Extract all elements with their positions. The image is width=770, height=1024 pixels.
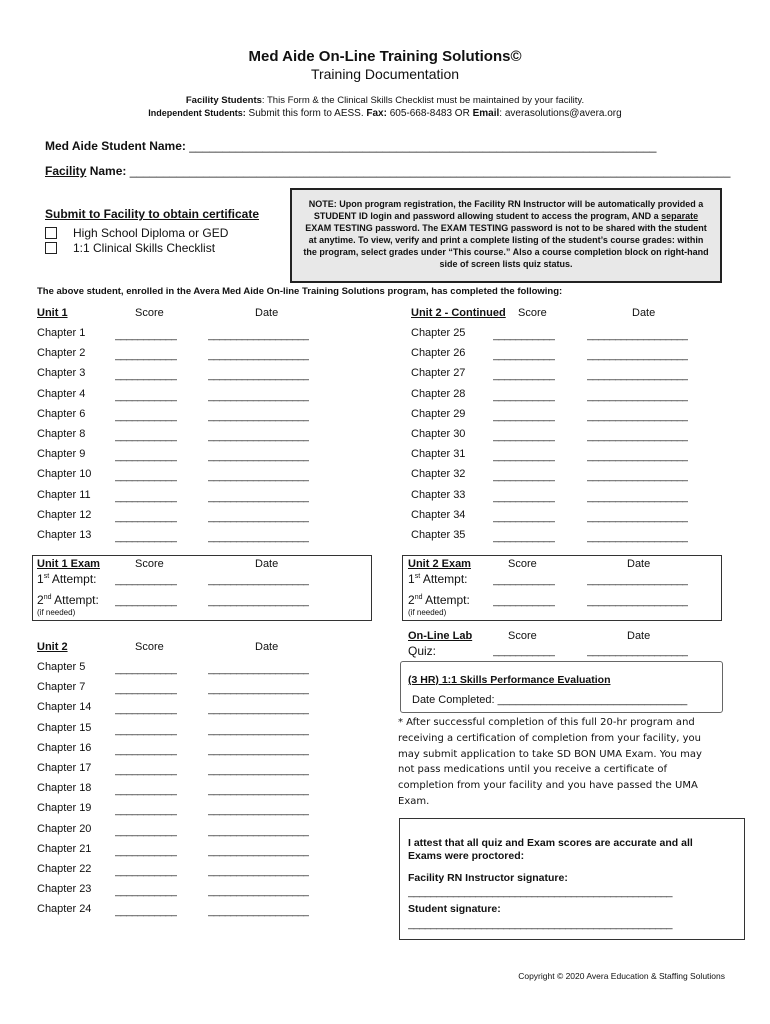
unit1-date-line[interactable]: __________________ [208, 409, 310, 422]
second-sup: nd [43, 594, 52, 601]
unit2-chapter-label: Chapter 17 [37, 762, 92, 774]
independent-students-text: Submit this form to AESS. [245, 108, 367, 119]
unit2cont-score-header: Score [518, 307, 547, 319]
unit2cont-chapter-label: Chapter 34 [411, 508, 466, 521]
unit2-first-date-line[interactable]: __________________ [587, 574, 689, 586]
unit2cont-heading: Unit 2 - Continued [411, 307, 506, 319]
unit1-chapter-label: Chapter 1 [37, 327, 86, 339]
attempt-text: Attempt: [49, 572, 97, 586]
unit2cont-chapter-label: Chapter 25 [411, 327, 466, 339]
unit2-date-line[interactable]: __________________ [208, 824, 310, 837]
unit1-score-line[interactable]: ___________ [115, 490, 177, 503]
unit2cont-score-line[interactable]: ___________ [493, 389, 555, 402]
unit2cont-date-line[interactable]: __________________ [587, 349, 689, 362]
facility-name-field[interactable] [45, 164, 730, 178]
unit1-date-line[interactable]: __________________ [208, 369, 310, 382]
unit1-chapter-label: Chapter 4 [37, 387, 86, 400]
unit2cont-score-line[interactable]: ___________ [493, 470, 555, 483]
unit1-second-score-line[interactable]: ___________ [115, 595, 177, 607]
unit1-exam-heading: Unit 1 Exam [37, 558, 100, 570]
unit2cont-score-line[interactable]: ___________ [493, 329, 555, 341]
unit2-chapter-label: Chapter 18 [37, 782, 92, 795]
unit1-date-line[interactable]: __________________ [208, 510, 310, 523]
unit2-date-line[interactable]: __________________ [208, 865, 310, 877]
unit1-score-line[interactable]: ___________ [115, 329, 177, 341]
unit2-date-line[interactable]: __________________ [208, 844, 310, 857]
unit2-score-line[interactable]: ___________ [115, 844, 177, 857]
unit1-score-line[interactable]: ___________ [115, 409, 177, 422]
first-sup: st [414, 573, 421, 580]
unit1-date-line[interactable]: __________________ [208, 329, 310, 341]
unit2-chapter-label: Chapter 15 [37, 721, 92, 734]
unit1-score-line[interactable]: ___________ [115, 531, 177, 543]
attempt-text: Attempt: [420, 572, 468, 586]
unit2-date-line[interactable]: __________________ [208, 663, 310, 675]
skills-date-label: Date Completed: [412, 694, 495, 706]
unit1-second-date-line[interactable]: __________________ [208, 595, 310, 607]
lab-quiz-label: Quiz: [408, 644, 437, 658]
unit1-score-line[interactable]: ___________ [115, 430, 177, 442]
unit2-score-line[interactable]: ___________ [115, 784, 177, 797]
unit1-date-line[interactable]: __________________ [208, 430, 310, 442]
unit2-date-line[interactable]: __________________ [208, 784, 310, 797]
copyright: Copyright © 2020 Avera Education & Staffing Solutions [518, 971, 725, 981]
unit1-chapter-label: Chapter 8 [37, 428, 86, 440]
lab-score-header: Score [508, 630, 537, 642]
attempt-text: Attempt: [51, 593, 99, 607]
independent-students-label: Independent Students: [148, 108, 246, 118]
unit1-chapter-label: Chapter 11 [37, 488, 91, 501]
checklist-label: 1:1 Clinical Skills Checklist [73, 241, 216, 255]
note-separate: separate [661, 211, 699, 221]
unit2cont-chapter-label: Chapter 33 [411, 488, 466, 501]
submit-heading: Submit to Facility to obtain certificate [45, 207, 260, 221]
facility-label-rest: Name: [86, 164, 127, 178]
facility-name-line[interactable]: __________________________________________________________________________________________ [129, 164, 731, 178]
unit2cont-chapter-label: Chapter 29 [411, 407, 466, 420]
unit2-date-line[interactable]: __________________ [208, 743, 310, 756]
student-signature-line[interactable]: _______________________________________________ [408, 918, 673, 930]
unit2cont-date-line[interactable]: __________________ [587, 531, 689, 543]
unit2cont-score-line[interactable]: ___________ [493, 430, 555, 442]
unit2cont-date-line[interactable]: __________________ [587, 470, 689, 483]
unit2cont-date-line[interactable]: __________________ [587, 409, 689, 422]
lab-heading: On-Line Lab [408, 630, 473, 642]
unit1-exam-score-header: Score [135, 558, 164, 570]
unit1-score-header: Score [135, 307, 164, 319]
unit2cont-date-line[interactable]: __________________ [587, 490, 689, 503]
unit2-chapter-label: Chapter 7 [37, 681, 86, 694]
first-num: 1 [37, 572, 44, 586]
unit2-date-line[interactable]: __________________ [208, 905, 310, 918]
unit2-second-date-line[interactable]: __________________ [587, 595, 689, 607]
fax-label: Fax: [366, 108, 387, 119]
unit2-score-line[interactable]: ___________ [115, 683, 177, 696]
unit2cont-score-line[interactable]: ___________ [493, 490, 555, 503]
unit2-score-line[interactable]: ___________ [115, 764, 177, 776]
unit2-second-attempt-label [408, 593, 470, 607]
unit1-chapter-label: Chapter 9 [37, 448, 86, 461]
unit2-second-score-line[interactable]: ___________ [493, 595, 555, 607]
unit2cont-chapter-label: Chapter 27 [411, 367, 466, 380]
unit2cont-score-line[interactable]: ___________ [493, 531, 555, 543]
unit2cont-date-line[interactable]: __________________ [587, 369, 689, 382]
unit2-exam-date-header: Date [627, 558, 651, 570]
lab-score-line[interactable]: ___________ [493, 645, 555, 657]
skills-date-line[interactable]: _______________________________ [497, 694, 688, 706]
unit1-chapter-label: Chapter 10 [37, 468, 92, 481]
first-sup: st [43, 573, 50, 580]
attempt-text: Attempt: [422, 593, 470, 607]
form-title: Med Aide On-Line Training Solutions© [248, 48, 522, 65]
unit2cont-date-line[interactable]: __________________ [587, 450, 689, 463]
unit2cont-date-header: Date [632, 307, 656, 319]
unit1-if-needed: (if needed) [37, 608, 76, 617]
student-name-field[interactable] [45, 139, 656, 153]
diploma-label: High School Diploma or GED [73, 226, 229, 240]
facility-students-text: : This Form & the Clinical Skills Checklist must be maintained by your facility. [261, 95, 585, 106]
unit1-score-line[interactable]: ___________ [115, 470, 177, 483]
fax-text: 605-668-8483 OR [386, 108, 473, 119]
diploma-checkbox[interactable] [45, 227, 57, 239]
unit2-date-line[interactable]: __________________ [208, 703, 310, 716]
unit1-heading: Unit 1 [37, 307, 68, 319]
facility-students-label: Facility Students [185, 95, 262, 106]
unit2cont-score-line[interactable]: ___________ [493, 369, 555, 382]
registration-note-box [290, 188, 722, 283]
unit1-date-line[interactable]: __________________ [208, 389, 310, 402]
unit2-score-line[interactable]: ___________ [115, 804, 177, 817]
unit1-date-line[interactable]: __________________ [208, 470, 310, 483]
unit2-chapter-label: Chapter 23 [37, 883, 92, 896]
unit2-first-score-line[interactable]: ___________ [493, 574, 555, 586]
unit1-chapter-label: Chapter 13 [37, 529, 92, 541]
note-part1: NOTE: Upon program registration, the Facility RN Instructor will be automatically provided a STUDENT ID login and password allowing student to access the program, AND a [308, 199, 704, 221]
checkbox-row-diploma[interactable] [45, 226, 228, 240]
unit2-date-line[interactable]: __________________ [208, 764, 310, 776]
unit1-score-line[interactable]: ___________ [115, 389, 177, 402]
student-signature-label: Student signature: [408, 903, 501, 915]
rn-signature-line[interactable]: _______________________________________________ [408, 886, 673, 898]
second-num: 2 [408, 593, 415, 607]
student-name-line[interactable]: ______________________________________________________________________ [189, 139, 657, 153]
facility-instructions [0, 95, 770, 106]
first-num: 1 [408, 572, 415, 586]
skills-date-row[interactable] [412, 694, 687, 706]
unit1-date-line[interactable]: __________________ [208, 349, 310, 362]
unit2-chapter-label: Chapter 22 [37, 863, 92, 875]
skills-heading: (3 HR) 1:1 Skills Performance Evaluation [408, 674, 611, 686]
lab-date-line[interactable]: __________________ [587, 645, 689, 657]
rn-signature-label: Facility RN Instructor signature: [408, 872, 568, 884]
unit2-chapter-label: Chapter 21 [37, 842, 92, 855]
unit1-score-line[interactable]: ___________ [115, 450, 177, 463]
unit1-date-line[interactable]: __________________ [208, 450, 310, 463]
unit2-chapter-label: Chapter 5 [37, 661, 86, 673]
second-num: 2 [37, 593, 44, 607]
unit2-chapter-label: Chapter 19 [37, 802, 92, 815]
unit2-date-line[interactable]: __________________ [208, 723, 310, 736]
unit2-score-line[interactable]: ___________ [115, 865, 177, 877]
unit2-date-header: Date [255, 641, 279, 653]
unit1-date-line[interactable]: __________________ [208, 531, 310, 543]
independent-instructions [0, 108, 770, 119]
unit1-chapter-label: Chapter 2 [37, 347, 86, 360]
second-sup: nd [414, 594, 423, 601]
unit1-date-line[interactable]: __________________ [208, 490, 310, 503]
unit1-first-score-line[interactable]: ___________ [115, 574, 177, 586]
form-subtitle: Training Documentation [310, 66, 460, 82]
unit2cont-chapter-label: Chapter 32 [411, 468, 466, 481]
unit2-date-line[interactable]: __________________ [208, 885, 310, 898]
unit1-first-date-line[interactable]: __________________ [208, 574, 310, 586]
unit2cont-date-line[interactable]: __________________ [587, 329, 689, 341]
unit2cont-score-line[interactable]: ___________ [493, 510, 555, 523]
unit2-exam-score-header: Score [508, 558, 537, 570]
unit2-chapter-label: Chapter 14 [37, 701, 92, 714]
unit2-heading: Unit 2 [37, 641, 68, 653]
unit2cont-chapter-label: Chapter 30 [411, 428, 466, 440]
unit2-chapter-label: Chapter 20 [37, 822, 92, 835]
facility-label: Facility [45, 164, 87, 178]
unit1-score-line[interactable]: ___________ [115, 369, 177, 382]
unit2-date-line[interactable]: __________________ [208, 683, 310, 696]
unit1-score-line[interactable]: ___________ [115, 349, 177, 362]
lab-date-header: Date [627, 630, 651, 642]
unit2cont-date-line[interactable]: __________________ [587, 389, 689, 402]
unit2-score-line[interactable]: ___________ [115, 905, 177, 918]
attest-statement: I attest that all quiz and Exam scores are accurate and all Exams were proctored: [408, 837, 693, 862]
unit2cont-chapter-label: Chapter 31 [411, 448, 466, 461]
enrolled-statement: The above student, enrolled in the Avera Med Aide On-line Training Solutions program, has completed the following: [37, 286, 563, 297]
note-part2: EXAM TESTING password. The EXAM TESTING password is not to be shared with the student at anytime. To view, verify and print a complete listing of the student’s course grades: within the program, select grades under “This course.” Also a course completion block on right-hand side of screen lists quiz status. [303, 223, 709, 269]
unit2-date-line[interactable]: __________________ [208, 804, 310, 817]
unit2cont-date-line[interactable]: __________________ [587, 430, 689, 442]
unit2-score-line[interactable]: ___________ [115, 703, 177, 716]
unit2cont-score-line[interactable]: ___________ [493, 349, 555, 362]
checkbox-row-checklist[interactable] [45, 241, 215, 255]
unit2-exam-heading: Unit 2 Exam [408, 558, 471, 570]
unit2-if-needed: (if needed) [408, 608, 447, 617]
student-name-label: Med Aide Student Name: [45, 139, 186, 153]
unit1-date-header: Date [255, 307, 279, 319]
unit2cont-chapter-label: Chapter 35 [411, 529, 466, 541]
unit2-score-line[interactable]: ___________ [115, 885, 177, 898]
unit1-chapter-label: Chapter 3 [37, 367, 86, 380]
unit2cont-chapter-label: Chapter 28 [411, 387, 466, 400]
unit2-first-attempt-label [408, 572, 468, 586]
email-label: Email [472, 108, 500, 119]
checklist-checkbox[interactable] [45, 242, 57, 254]
unit1-score-line[interactable]: ___________ [115, 510, 177, 523]
unit2-score-line[interactable]: ___________ [115, 723, 177, 736]
unit2-chapter-label: Chapter 16 [37, 741, 92, 754]
unit2-score-header: Score [135, 641, 164, 653]
unit2cont-date-line[interactable]: __________________ [587, 510, 689, 523]
unit2-score-line[interactable]: ___________ [115, 824, 177, 837]
unit2-score-line[interactable]: ___________ [115, 663, 177, 675]
unit1-second-attempt-label [37, 593, 99, 607]
unit2-score-line[interactable]: ___________ [115, 743, 177, 756]
unit2-chapter-label: Chapter 24 [37, 903, 92, 916]
unit1-first-attempt-label [37, 572, 97, 586]
unit2cont-score-line[interactable]: ___________ [493, 409, 555, 422]
completion-fine-print: * After successful completion of this full 20-hr program and receiving a certification of completion from your facility, you may submit application to take SD BON UMA Exam. You may not pass medications until you receive a certificate of completion from your facility and you have passed the UMA Exam. [398, 717, 702, 807]
email-text: : averasolutions@avera.org [499, 108, 622, 119]
unit1-chapter-label: Chapter 6 [37, 407, 86, 420]
unit1-chapter-label: Chapter 12 [37, 508, 92, 521]
unit2cont-score-line[interactable]: ___________ [493, 450, 555, 463]
unit1-exam-date-header: Date [255, 558, 279, 570]
unit2cont-chapter-label: Chapter 26 [411, 347, 466, 360]
